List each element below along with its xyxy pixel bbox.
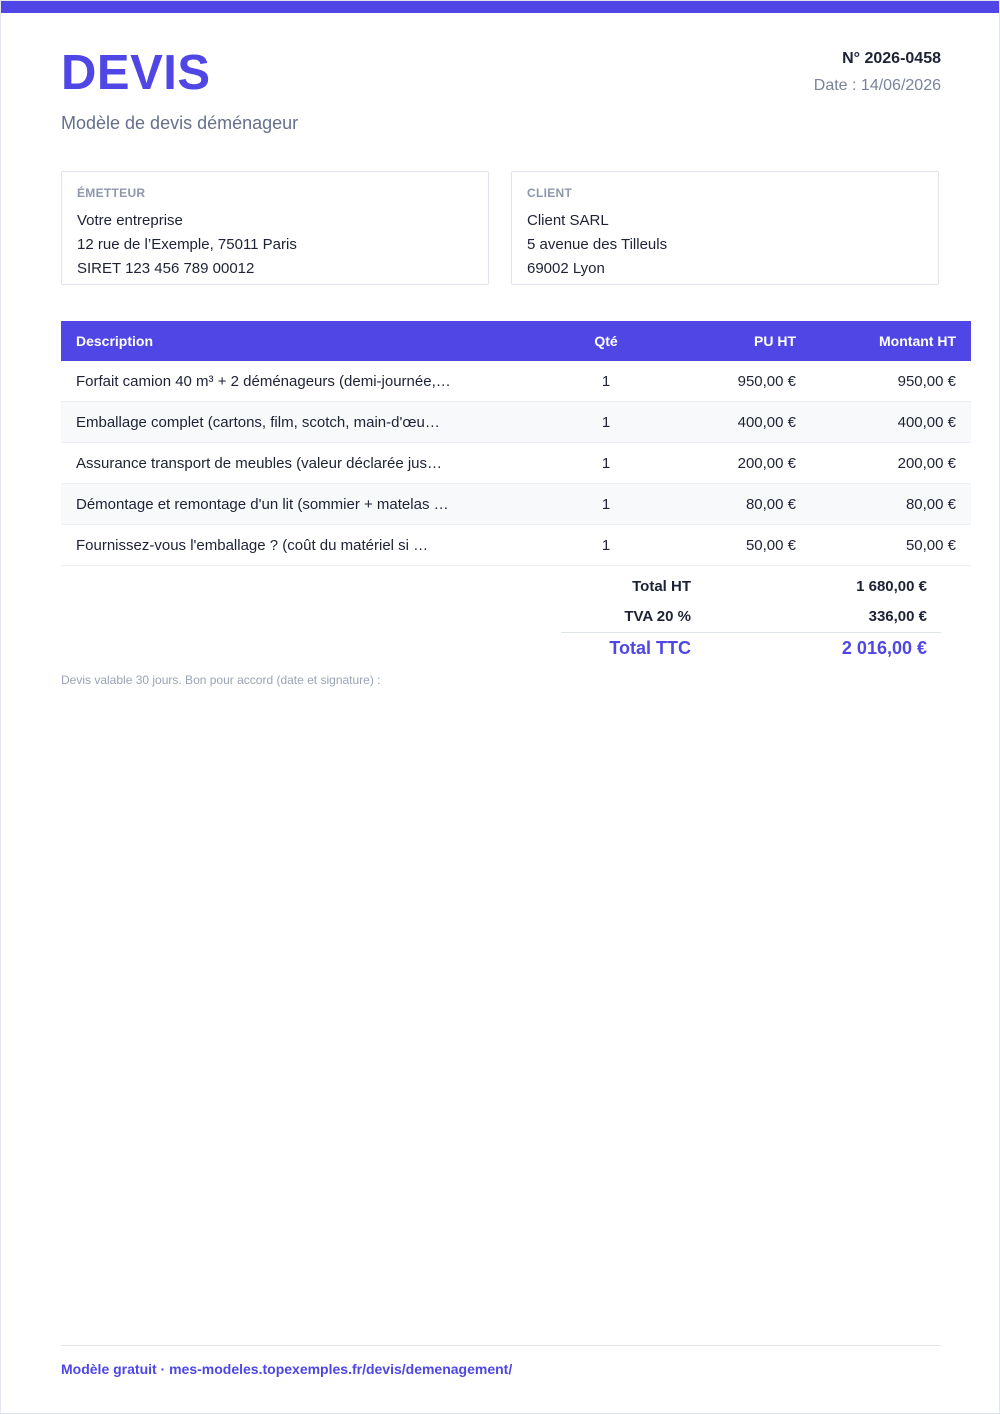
accent-top-bar (1, 1, 999, 13)
issuer-box (61, 171, 489, 285)
row-qty: 1 (571, 443, 641, 484)
row-amount: 50,00 € (811, 525, 971, 566)
header-unit-price: PU HT (641, 321, 811, 361)
issuer-siret: SIRET 123 456 789 00012 (77, 260, 255, 277)
row-description: Fournissez-vous l'emballage ? (coût du matériel si … (61, 525, 571, 566)
footer-divider (61, 1345, 941, 1346)
header-amount: Montant HT (811, 321, 971, 361)
total-ht-label: Total HT (632, 578, 691, 595)
items-table (61, 321, 971, 566)
row-qty: 1 (571, 484, 641, 525)
quote-number: N° 2026-0458 (842, 50, 941, 67)
total-ttc-label: Total TTC (609, 638, 691, 658)
table-row (61, 525, 971, 566)
row-unit-price: 950,00 € (641, 361, 811, 402)
validity-note: Devis valable 30 jours. Bon pour accord (date et signature) : (61, 673, 381, 687)
client-label: CLIENT (527, 186, 573, 200)
row-description: Forfait camion 40 m³ + 2 déménageurs (demi-journée,… (61, 361, 571, 402)
row-unit-price: 400,00 € (641, 402, 811, 443)
client-box (511, 171, 939, 285)
row-unit-price: 80,00 € (641, 484, 811, 525)
total-ht-value: 1 680,00 € (856, 578, 927, 595)
document-title: DEVIS (61, 46, 211, 100)
issuer-address: 12 rue de l’Exemple, 75011 Paris (77, 236, 297, 253)
row-amount: 80,00 € (811, 484, 971, 525)
table-row (61, 402, 971, 443)
quote-meta (814, 50, 941, 95)
table-header-row (61, 321, 971, 361)
document-subtitle: Modèle de devis déménageur (61, 113, 299, 133)
row-description: Assurance transport de meubles (valeur déclarée jus… (61, 443, 571, 484)
client-street: 5 avenue des Tilleuls (527, 236, 668, 253)
quote-date: Date : 14/06/2026 (813, 77, 941, 94)
row-qty: 1 (571, 525, 641, 566)
row-unit-price: 200,00 € (641, 443, 811, 484)
row-description: Démontage et remontage d'un lit (sommier + matelas … (61, 484, 571, 525)
row-unit-price: 50,00 € (641, 525, 811, 566)
row-amount: 200,00 € (811, 443, 971, 484)
total-ht-row (561, 572, 941, 602)
tva-row (561, 602, 941, 632)
totals-block (561, 572, 941, 665)
table-row (61, 484, 971, 525)
client-city: 69002 Lyon (527, 260, 605, 277)
row-amount: 950,00 € (811, 361, 971, 402)
row-amount: 400,00 € (811, 402, 971, 443)
issuer-label: ÉMETTEUR (77, 186, 146, 200)
header-qty: Qté (571, 321, 641, 361)
header-description: Description (61, 321, 571, 361)
total-ttc-value: 2 016,00 € (841, 638, 927, 658)
footer-credit: Modèle gratuit · mes-modeles.topexemples.fr/devis/demenagement/ (61, 1361, 513, 1377)
row-description: Emballage complet (cartons, film, scotch, main-d'œu… (61, 402, 571, 443)
table-row (61, 361, 971, 402)
client-name: Client SARL (527, 212, 609, 229)
row-qty: 1 (571, 361, 641, 402)
table-row (61, 443, 971, 484)
row-qty: 1 (571, 402, 641, 443)
total-ttc-row (561, 632, 941, 665)
issuer-name: Votre entreprise (77, 212, 183, 229)
tva-value: 336,00 € (868, 608, 927, 625)
tva-label: TVA 20 % (624, 608, 691, 625)
